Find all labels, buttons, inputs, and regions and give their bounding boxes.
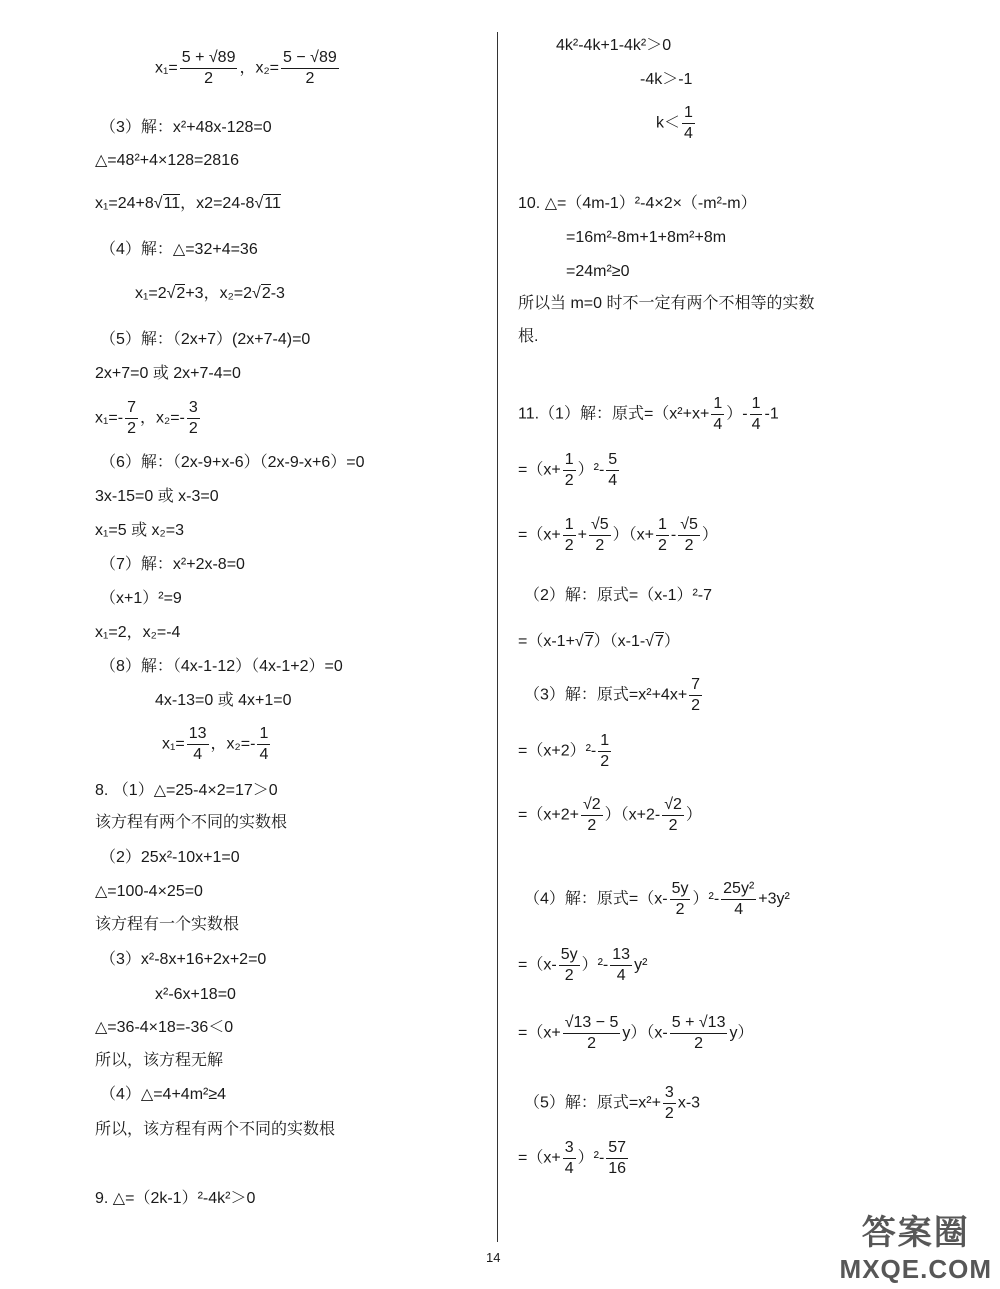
math-line (518, 329, 538, 345)
math-line (518, 731, 613, 772)
text-segment: ）（x-1- (593, 633, 646, 650)
denominator: 4 (259, 746, 269, 763)
math-line (100, 120, 272, 136)
text-segment: x²-6x+18=0 (155, 986, 236, 1003)
math-line (95, 783, 278, 799)
math-line (518, 1138, 630, 1179)
math-line (518, 450, 621, 491)
text-segment: ） (663, 633, 680, 650)
text-segment: -3 (270, 285, 285, 302)
text-segment: -1 (764, 405, 779, 423)
fraction (257, 724, 270, 765)
math-line (100, 455, 365, 471)
math-line (524, 879, 790, 920)
text-segment: =（x+ (518, 1024, 561, 1042)
math-line (524, 588, 712, 604)
numerator: 1 (658, 516, 667, 533)
text-segment: x₁=24+8 (95, 195, 154, 212)
math-line (95, 917, 239, 933)
numerator: 1 (684, 104, 693, 121)
denominator: 16 (608, 1160, 627, 1177)
denominator: 4 (721, 899, 756, 920)
math-line (518, 196, 757, 212)
denominator: 2 (589, 535, 611, 556)
math-line (656, 103, 697, 144)
text-segment: =（x+ (518, 461, 561, 479)
text-segment: ，x2=24-8 (180, 195, 255, 212)
square-root: √11 (153, 195, 181, 212)
text-segment: x₁= (155, 59, 178, 77)
fraction (563, 515, 576, 556)
math-line (95, 523, 184, 539)
text-segment: =（x+2+ (518, 806, 579, 824)
fraction (581, 795, 603, 836)
text-segment: ）（x+ (612, 526, 654, 544)
fraction (180, 48, 238, 89)
numerator: 7 (691, 676, 701, 693)
column-divider (497, 32, 498, 1242)
math-line (155, 693, 292, 709)
fraction (606, 450, 619, 491)
text-segment: △=48²+4×128=2816 (95, 152, 239, 169)
text-segment: 11.（1）解：原式=（x²+x+ (518, 405, 710, 423)
text-segment: 该方程有一个实数根 (95, 916, 240, 933)
text-segment: =（x+ (518, 1149, 561, 1167)
denominator: 4 (713, 416, 723, 433)
text-segment: （5）解：（2x+7）(2x+7-4)=0 (100, 331, 311, 348)
denominator: 4 (610, 965, 632, 986)
math-line (95, 625, 180, 641)
text-segment: （4）△=4+4m²≥4 (100, 1086, 227, 1103)
math-line (518, 795, 702, 836)
denominator: 2 (563, 1033, 621, 1054)
math-line (518, 515, 718, 556)
fraction (610, 945, 632, 986)
numerator: 3 (564, 1139, 574, 1156)
text-segment: （7）解：x²+2x-8=0 (100, 556, 245, 573)
numerator: 5y (671, 880, 689, 897)
radicand: 11 (163, 195, 181, 212)
text-segment: 4k²-4k+1-4k²＞0 (556, 37, 672, 54)
math-line (518, 394, 779, 435)
text-segment: =（x- (518, 956, 557, 974)
text-segment: ）（x+2- (604, 806, 661, 824)
math-line (100, 850, 240, 866)
math-line (100, 952, 266, 968)
text-segment: 9. △=（2k-1）²-4k²＞0 (95, 1190, 256, 1207)
math-line (135, 286, 285, 302)
text-segment: y） (729, 1024, 754, 1042)
text-segment: -4k＞-1 (640, 71, 693, 88)
text-segment: 所以当 m=0 时不一定有两个不相等的实数 (518, 295, 815, 312)
text-segment: x₁=5 或 x₂=3 (95, 522, 184, 539)
math-line (95, 1053, 223, 1069)
text-segment: ，x₂=- (139, 409, 185, 427)
text-segment: ，x₂= (239, 59, 280, 77)
fraction (721, 879, 756, 920)
text-segment: （2）解：原式=（x-1）²-7 (524, 587, 713, 604)
text-segment: 8. （1）△=25-4×2=17＞0 (95, 782, 278, 799)
text-segment: =16m²-8m+1+8m²+8m (566, 229, 727, 246)
numerator: √5 (590, 516, 609, 533)
numerator: 5y (560, 946, 578, 963)
denominator: 2 (559, 965, 580, 986)
math-line (95, 815, 287, 831)
text-segment: =24m²≥0 (566, 263, 630, 280)
fraction (662, 795, 684, 836)
text-segment: （x+1）²=9 (100, 590, 182, 607)
fraction (559, 945, 580, 986)
numerator: 13 (188, 725, 207, 742)
math-line (95, 366, 241, 382)
numerator: 1 (751, 395, 761, 412)
text-segment: ）²- (692, 890, 720, 908)
math-line (95, 196, 281, 212)
fraction (589, 515, 611, 556)
math-line (95, 1020, 233, 1036)
numerator: 5 − √89 (283, 49, 337, 66)
text-segment: 该方程有两个不同的实数根 (95, 814, 288, 831)
radicand: 2 (176, 285, 186, 302)
numerator: 1 (259, 725, 269, 742)
square-root: √7 (574, 633, 594, 650)
numerator: 1 (564, 451, 574, 468)
denominator: 2 (281, 68, 339, 89)
text-segment: 所以，该方程无解 (95, 1052, 224, 1069)
fraction (563, 1013, 621, 1054)
text-segment: - (670, 526, 677, 544)
math-line (155, 987, 236, 1003)
math-line (95, 1122, 335, 1138)
denominator: 4 (684, 125, 693, 142)
denominator: 2 (188, 420, 198, 437)
text-segment: （3）x²-8x+16+2x+2=0 (100, 951, 267, 968)
fraction (750, 394, 763, 435)
denominator: 2 (564, 537, 574, 554)
text-segment: ，x₂=- (210, 735, 256, 753)
denominator: 4 (187, 744, 209, 765)
math-line (518, 296, 814, 312)
text-segment: x₁=2，x₂=-4 (95, 624, 181, 641)
text-segment: （4）解：△=32+4=36 (100, 241, 258, 258)
radicand: 7 (584, 633, 594, 650)
text-segment: ） (701, 526, 718, 544)
text-segment: x₁=- (95, 409, 124, 427)
math-line (100, 591, 182, 607)
denominator: 2 (127, 420, 136, 437)
denominator: 2 (662, 815, 684, 836)
math-line (95, 398, 202, 439)
fraction (682, 103, 695, 144)
math-line (524, 675, 704, 716)
text-segment: k＜ (656, 114, 681, 132)
text-segment: 所以，该方程有两个不同的实数根 (95, 1121, 336, 1138)
denominator: 2 (664, 1105, 674, 1122)
fraction (689, 675, 702, 716)
text-segment: +3y² (758, 890, 790, 908)
numerator: 1 (713, 395, 723, 412)
math-line (100, 557, 245, 573)
numerator: √5 (680, 516, 698, 533)
numerator: 57 (608, 1139, 627, 1156)
watermark-logo (840, 1205, 992, 1285)
text-segment: （4）解：原式=（x- (524, 890, 668, 908)
fraction (663, 1083, 676, 1124)
math-line (556, 38, 671, 54)
text-segment: △=36-4×18=-36＜0 (95, 1019, 234, 1036)
fraction (281, 48, 339, 89)
text-segment: 根. (518, 328, 539, 345)
text-segment: y² (634, 956, 648, 974)
text-segment: x₁= (162, 735, 185, 753)
text-segment: （3）解：原式=x²+4x+ (524, 686, 688, 704)
text-segment: ）²- (577, 461, 605, 479)
text-segment: =（x+ (518, 526, 561, 544)
denominator: 4 (608, 472, 618, 489)
text-segment: +3，x₂=2 (185, 285, 253, 302)
text-segment: （2）25x²-10x+1=0 (100, 849, 240, 866)
text-segment: ）²- (577, 1149, 605, 1167)
math-line (518, 945, 647, 986)
fraction (670, 1013, 728, 1054)
fraction (187, 398, 200, 439)
text-segment: + (577, 526, 587, 544)
radicand: 7 (654, 633, 664, 650)
square-root: √2 (166, 285, 186, 302)
numerator: 3 (188, 399, 198, 416)
math-line (95, 153, 239, 169)
math-line (100, 242, 258, 258)
math-line (100, 1087, 226, 1103)
numerator: 25y² (723, 880, 755, 897)
math-line (162, 724, 272, 765)
text-segment: =（x-1+ (518, 633, 575, 650)
fraction (598, 731, 611, 772)
math-line (155, 48, 341, 89)
page-number: 14 (486, 1250, 501, 1265)
math-line (95, 1191, 255, 1207)
text-segment: x-3 (677, 1094, 701, 1112)
watermark-text-top: 答案圈 (861, 1213, 970, 1253)
fraction (711, 394, 724, 435)
text-segment: y）（x- (622, 1024, 668, 1042)
denominator: 2 (670, 1033, 728, 1054)
denominator: 4 (564, 1160, 574, 1177)
fraction (670, 879, 691, 920)
text-segment: （5）解：原式=x²+ (524, 1094, 661, 1112)
square-root: √11 (254, 195, 281, 212)
text-segment: 3x-15=0 或 x-3=0 (95, 488, 219, 505)
text-segment: 2x+7=0 或 2x+7-4=0 (95, 365, 241, 382)
fraction (606, 1138, 628, 1179)
numerator: 5 + √13 (671, 1014, 726, 1031)
denominator: 2 (658, 537, 667, 554)
text-segment: （6）解：（2x-9+x-6）（2x-9-x+6）=0 (100, 454, 365, 471)
denominator: 2 (180, 68, 238, 89)
text-segment: ）²- (581, 956, 609, 974)
square-root: √2 (252, 285, 271, 302)
denominator: 2 (670, 899, 691, 920)
text-segment: （8）解：（4x-1-12）（4x-1+2）=0 (100, 658, 343, 675)
math-line (100, 659, 343, 675)
text-segment: （3）解：x²+48x-128=0 (100, 119, 272, 136)
text-segment: x₁=2 (135, 285, 167, 302)
radicand: 11 (264, 195, 281, 212)
math-line (95, 489, 219, 505)
fraction (563, 450, 576, 491)
fraction (563, 1138, 576, 1179)
text-segment: ）- (726, 405, 748, 423)
math-line (518, 634, 680, 650)
text-segment: 4x-13=0 或 4x+1=0 (155, 692, 292, 709)
numerator: √13 − 5 (564, 1014, 619, 1031)
numerator: √2 (582, 796, 601, 813)
numerator: 3 (664, 1084, 674, 1101)
math-line (95, 884, 203, 900)
math-line (640, 72, 692, 88)
numerator: 1 (600, 732, 610, 749)
math-line (524, 1083, 700, 1124)
math-line (100, 332, 310, 348)
fraction (125, 398, 138, 439)
math-line (566, 230, 726, 246)
fraction (187, 724, 209, 765)
text-segment: =（x+2）²- (518, 742, 597, 760)
numerator: 5 (608, 451, 618, 468)
numerator: 13 (612, 946, 631, 963)
watermark-text-bottom: MXQE.COM (839, 1254, 992, 1284)
fraction (656, 515, 669, 556)
numerator: 5 + √89 (181, 49, 236, 66)
denominator: 2 (600, 753, 610, 770)
radicand: 2 (261, 285, 271, 302)
denominator: 2 (564, 472, 574, 489)
denominator: 2 (691, 697, 701, 714)
text-segment: 10. △=（4m-1）²-4×2×（-m²-m） (518, 195, 757, 212)
math-line (566, 264, 629, 280)
text-segment: ） (685, 806, 702, 824)
numerator: √2 (664, 796, 682, 813)
denominator: 2 (581, 815, 603, 836)
numerator: 7 (127, 399, 136, 416)
square-root: √7 (645, 633, 664, 650)
denominator: 2 (678, 535, 700, 556)
math-line (518, 1013, 754, 1054)
denominator: 4 (751, 416, 761, 433)
numerator: 1 (564, 516, 574, 533)
text-segment: △=100-4×25=0 (95, 883, 203, 900)
fraction (678, 515, 700, 556)
